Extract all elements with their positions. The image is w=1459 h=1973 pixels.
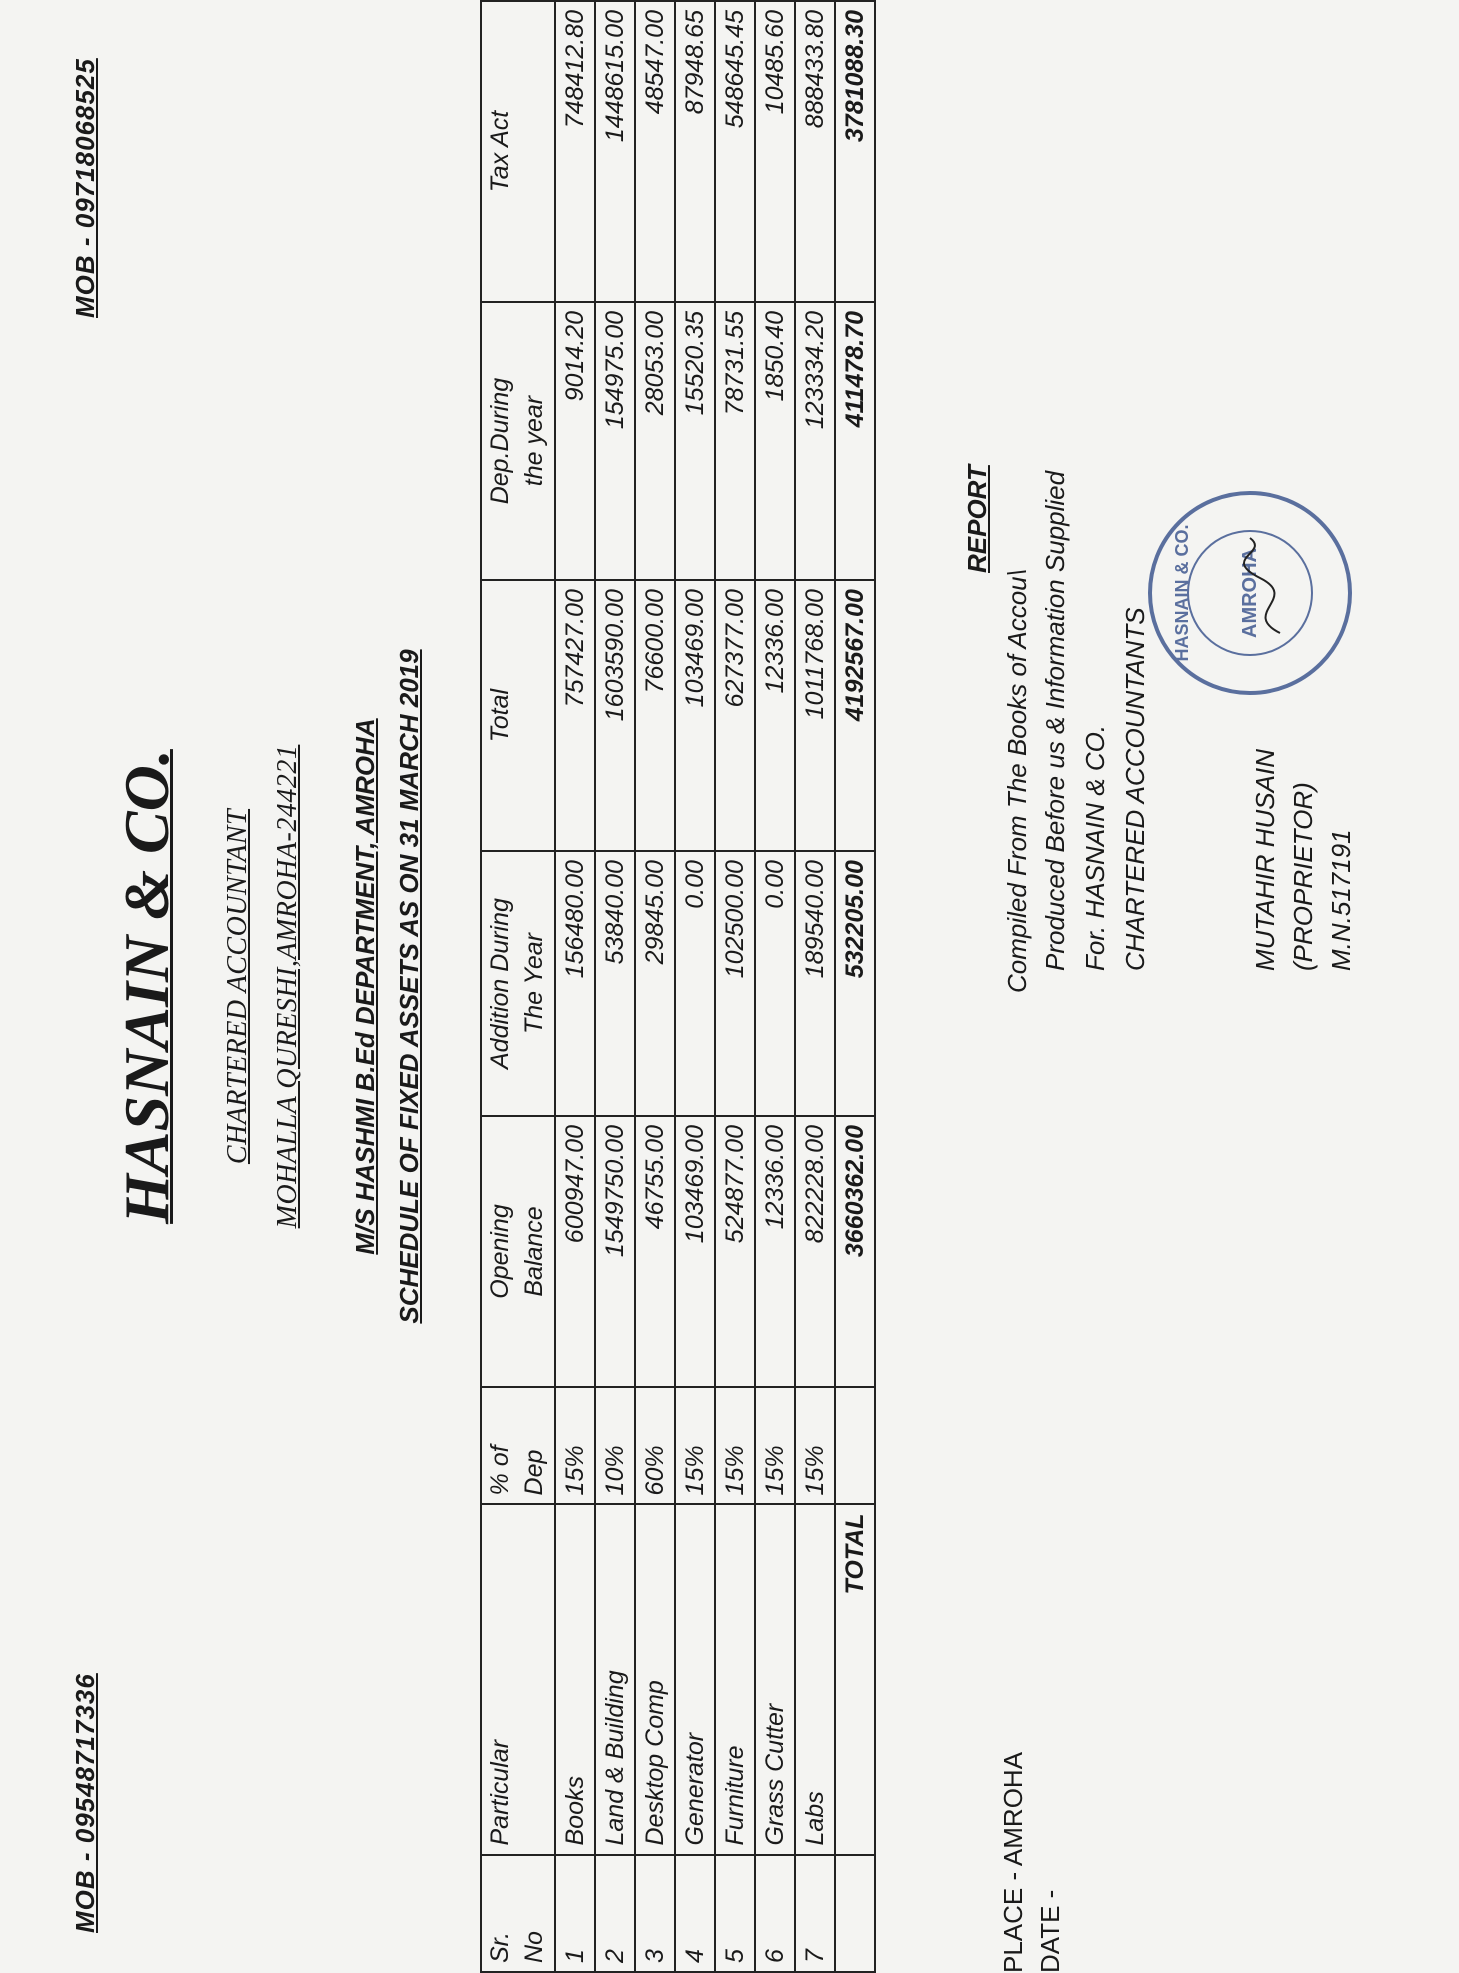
depreciation-cell: 123334.20	[795, 302, 835, 580]
sr-no-cell: 5	[715, 1855, 755, 1972]
particular-cell: Desktop Comp	[635, 1504, 675, 1854]
header-cell: Addition During The Year	[481, 851, 555, 1116]
addition-cell: 0.00	[675, 851, 715, 1116]
addition-cell: 53840.00	[595, 851, 635, 1116]
report-line-2: Produced Before us & Information Supplied	[1040, 470, 1070, 971]
addition-cell: 29845.00	[635, 851, 675, 1116]
total-cell: 1011768.00	[795, 580, 835, 851]
header-cell: Sr. No	[481, 1855, 555, 1972]
particular-cell: Furniture	[715, 1504, 755, 1854]
dep-rate-cell: 15%	[555, 1387, 595, 1504]
sr-no-cell: 3	[635, 1855, 675, 1972]
total-label: TOTAL	[835, 1504, 875, 1854]
report-line-3: For. HASNAIN & CO.	[1080, 724, 1110, 971]
date-label: DATE -	[1035, 1889, 1065, 1973]
table-row	[635, 1, 675, 1972]
total-cell: 627377.00	[715, 580, 755, 851]
fixed-assets-table	[480, 0, 876, 1973]
tax-act-cell: 748412.80	[555, 1, 595, 302]
tax-act-cell: 1448615.00	[595, 1, 635, 302]
total-cell: 1603590.00	[595, 580, 635, 851]
report-line-1: Compiled From The Books of Accou\	[1002, 569, 1032, 993]
dep-rate-cell: 15%	[755, 1387, 795, 1504]
mobile-left: MOB - 09548717336	[70, 1673, 100, 1933]
dep-rate-cell: 15%	[715, 1387, 755, 1504]
header-cell: Particular	[481, 1504, 555, 1854]
addition-cell: 189540.00	[795, 851, 835, 1116]
stamp-text-top: HASNAIN & CO.	[1172, 524, 1192, 662]
mobile-right: MOB - 09718068525	[70, 58, 100, 318]
particular-cell: Books	[555, 1504, 595, 1854]
header-cell: % of Dep	[481, 1387, 555, 1504]
tax-act-cell: 888433.80	[795, 1, 835, 302]
firm-seal-stamp	[1140, 483, 1360, 703]
sr-no-cell: 6	[755, 1855, 795, 1972]
report-line-4: CHARTERED ACCOUNTANTS	[1120, 607, 1150, 971]
schedule-title: SCHEDULE OF FIXED ASSETS AS ON 31 MARCH 2019	[394, 649, 424, 1324]
grand-total: 4192567.00	[835, 580, 875, 851]
depreciation-cell: 9014.20	[555, 302, 595, 580]
signer-role: (PROPRIETOR)	[1288, 782, 1318, 971]
total-cell: 76600.00	[635, 580, 675, 851]
header-cell: Total	[481, 580, 555, 851]
opening-balance-cell: 12336.00	[755, 1116, 795, 1387]
tax-act-cell: 87948.65	[675, 1, 715, 302]
total-cell: 103469.00	[675, 580, 715, 851]
firm-title: CHARTERED ACCOUNTANT	[222, 808, 253, 1165]
sr-no-cell: 2	[595, 1855, 635, 1972]
table-row	[755, 1, 795, 1972]
total-addition: 532205.00	[835, 851, 875, 1116]
total-tax-act: 3781088.30	[835, 1, 875, 302]
opening-balance-cell: 600947.00	[555, 1116, 595, 1387]
table-row	[555, 1, 595, 1972]
table-header-row	[481, 1, 555, 1972]
tax-act-cell: 48547.00	[635, 1, 675, 302]
header-cell: Tax Act	[481, 1, 555, 302]
addition-cell: 0.00	[755, 851, 795, 1116]
particular-cell: Labs	[795, 1504, 835, 1854]
dep-rate-cell: 10%	[595, 1387, 635, 1504]
header-cell: Opening Balance	[481, 1116, 555, 1387]
header-cell: Dep.During the year	[481, 302, 555, 580]
total-cell: 12336.00	[755, 580, 795, 851]
stamp-text-center: AMROHA	[1239, 548, 1261, 638]
particular-cell: Generator	[675, 1504, 715, 1854]
firm-address: MOHALLA QURESHI,AMROHA-244221	[272, 744, 303, 1229]
report-title: REPORT	[962, 465, 992, 573]
dep-rate-cell: 15%	[795, 1387, 835, 1504]
tax-act-cell: 548645.45	[715, 1, 755, 302]
total-cell: 757427.00	[555, 580, 595, 851]
table-row	[595, 1, 635, 1972]
particular-cell: Land & Building	[595, 1504, 635, 1854]
tax-act-cell: 10485.60	[755, 1, 795, 302]
client-name: M/S HASHMI B.Ed DEPARTMENT, AMROHA	[350, 718, 380, 1255]
table-row	[675, 1, 715, 1972]
depreciation-cell: 15520.35	[675, 302, 715, 580]
table-row	[795, 1, 835, 1972]
place-label: PLACE - AMROHA	[998, 1751, 1028, 1973]
opening-balance-cell: 524877.00	[715, 1116, 755, 1387]
particular-cell: Grass Cutter	[755, 1504, 795, 1854]
opening-balance-cell: 46755.00	[635, 1116, 675, 1387]
dep-rate-cell: 60%	[635, 1387, 675, 1504]
depreciation-cell: 154975.00	[595, 302, 635, 580]
depreciation-cell: 78731.55	[715, 302, 755, 580]
addition-cell: 102500.00	[715, 851, 755, 1116]
addition-cell: 156480.00	[555, 851, 595, 1116]
dep-rate-cell: 15%	[675, 1387, 715, 1504]
depreciation-cell: 28053.00	[635, 302, 675, 580]
opening-balance-cell: 103469.00	[675, 1116, 715, 1387]
empty-cell	[835, 1387, 875, 1504]
opening-balance-cell: 1549750.00	[595, 1116, 635, 1387]
depreciation-cell: 1850.40	[755, 302, 795, 580]
opening-balance-cell: 822228.00	[795, 1116, 835, 1387]
total-opening-balance: 3660362.00	[835, 1116, 875, 1387]
membership-number: M.N.517191	[1326, 829, 1356, 971]
sr-no-cell: 1	[555, 1855, 595, 1972]
table-total-row	[835, 1, 875, 1972]
signer-name: MUTAHIR HUSAIN	[1250, 749, 1280, 971]
sr-no-cell: 7	[795, 1855, 835, 1972]
empty-cell	[835, 1855, 875, 1972]
sr-no-cell: 4	[675, 1855, 715, 1972]
total-depreciation: 411478.70	[835, 302, 875, 580]
firm-name: HASNAIN & CO.	[111, 749, 182, 1224]
table-row	[715, 1, 755, 1972]
